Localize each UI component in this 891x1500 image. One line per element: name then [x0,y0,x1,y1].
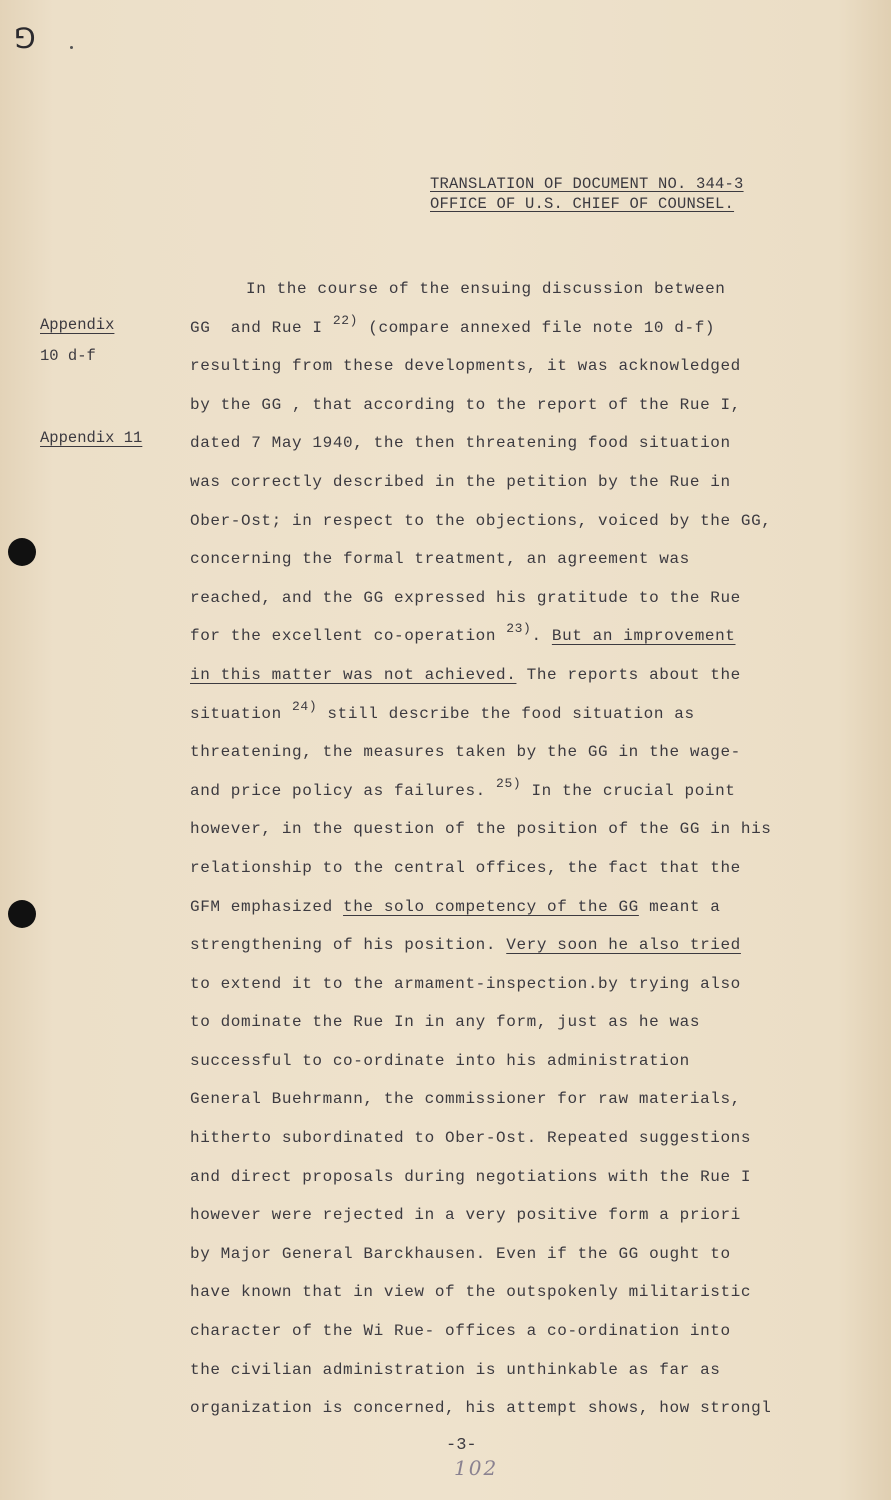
underlined-text: the solo competency of the GG [343,897,639,916]
body-line: resulting from these developments, it was acknowledged [190,357,741,376]
body-line: the civilian administration is unthinkable as far as [190,1360,721,1379]
body-line: In the course of the ensuing discussion between [246,280,726,298]
ink-dot [70,46,73,49]
body-line: organization is concerned, his attempt shows, how strongl [190,1399,772,1418]
body-line: Ober-Ost; in respect to the objections, voiced by the GG, [190,511,772,530]
body-line [190,309,860,348]
body-line: concerning the formal treatment, an agreement was [190,550,690,569]
body-text-span: situation [190,704,293,723]
body-text-span: strengthening of his position. [190,936,507,955]
document-header [430,174,744,214]
body-text-span: GG and Rue I [190,318,333,337]
body-line [190,772,860,811]
underlined-text: in this matter was not achieved. [190,665,517,684]
body-line: however were rejected in a very positive form a priori [190,1206,741,1225]
body-line: by the GG , that according to the report of the Rue I, [190,395,741,414]
body-line [190,695,860,734]
body-line: hitherto subordinated to Ober-Ost. Repeated suggestions [190,1129,752,1148]
body-line [190,617,860,656]
footnote-24: 24) [292,698,318,714]
body-line: was correctly described in the petition by the Rue in [190,472,731,491]
footnote-23: 23) [506,621,532,637]
body-line: reached, and the GG expressed his gratitude to the Rue [190,588,741,607]
handwritten-page-number: 102 [454,1456,499,1480]
body-line: character of the Wi Rue- offices a co-ordination into [190,1322,731,1341]
body-line: to dominate the Rue In in any form, just as he was [190,1013,701,1032]
body-text-span: still describe the food situation as [317,704,695,723]
corner-mark-icon: ⅁ [14,26,36,57]
body-line [190,656,860,695]
body-line: threatening, the measures taken by the GG in the wage- [190,743,741,762]
body-line: and direct proposals during negotiations with the Rue I [190,1167,752,1186]
body-line: General Buehrmann, the commissioner for raw materials, [190,1090,741,1109]
body-line: successful to co-ordinate into his administration [190,1051,690,1070]
body-text-span: (compare annexed file note 10 d-f) [358,318,716,337]
header-line-1: TRANSLATION OF DOCUMENT NO. 344-3 [430,175,744,193]
footnote-22: 22) [332,312,359,328]
body-text-span: . [531,627,552,646]
body-line [190,926,860,965]
body-text-span: and price policy as failures. [190,781,497,800]
page-number: -3- [446,1436,477,1455]
body-text-span: meant a [638,897,721,916]
punch-hole-top-icon [8,538,36,566]
body-line: have known that in view of the outspokenly militaristic [190,1283,752,1302]
body-line: by Major General Barckhausen. Even if the GG ought to [190,1244,731,1263]
header-line-2: OFFICE OF U.S. CHIEF OF COUNSEL. [430,195,735,213]
body-text [190,270,860,1428]
body-text-span: GFM emphasized [190,897,344,916]
body-line: relationship to the central offices, the fact that the [190,858,741,877]
body-line: however, in the question of the position of the GG in his [190,820,772,839]
body-line: dated 7 May 1940, the then threatening food situation [190,434,731,453]
margin-appendix-11: Appendix 11 [40,429,143,447]
margin-appendix-label: Appendix [40,316,115,334]
underlined-text: Very soon he also tried [506,936,741,955]
body-line [190,888,860,927]
footnote-25: 25) [496,775,522,791]
body-text-span: The reports about the [516,665,741,684]
underlined-text: But an improvement [551,627,736,646]
margin-appendix-ref: 10 d-f [40,347,96,365]
body-line: to extend it to the armament-inspection.by trying also [190,974,741,993]
punch-hole-bottom-icon [8,900,36,928]
body-text-span: for the excellent co-operation [190,627,507,646]
body-text-span: In the crucial point [521,781,736,800]
